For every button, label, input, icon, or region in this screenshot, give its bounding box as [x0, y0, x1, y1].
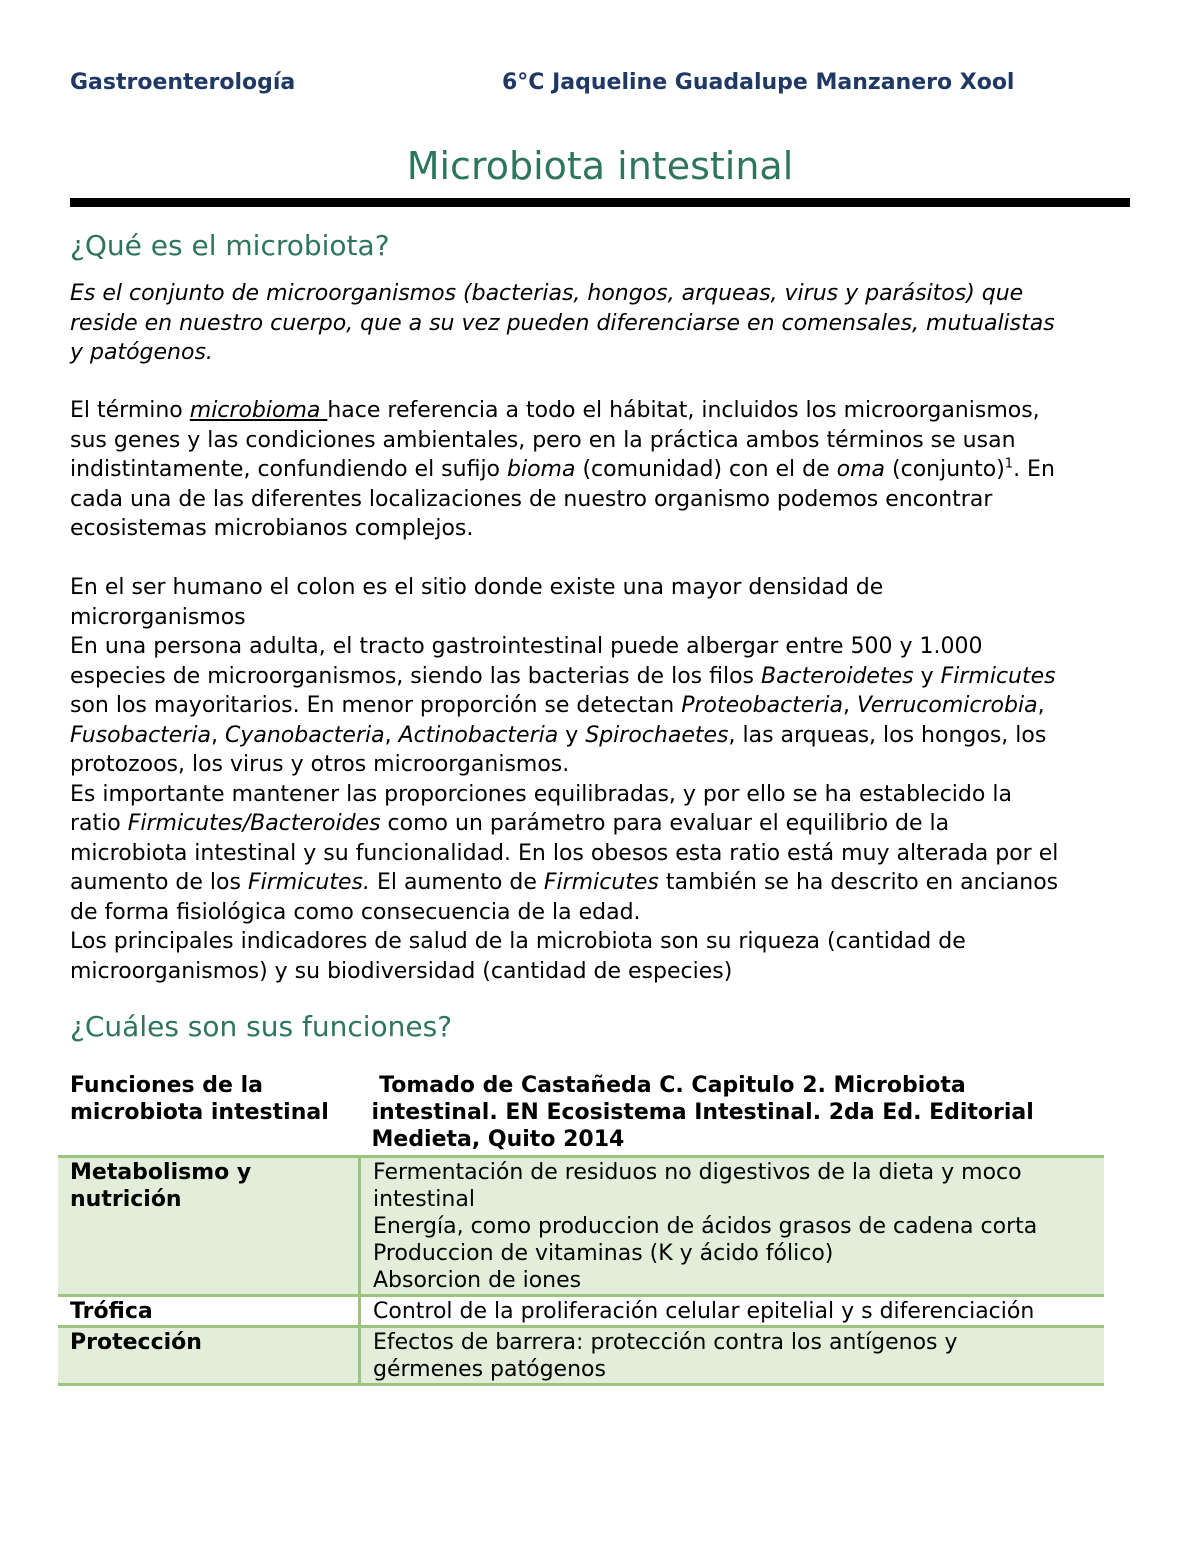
microbioma-paragraph [70, 396, 1132, 544]
header-line: microbiota intestinal [70, 1100, 329, 1125]
text-run: especies de microorganismos, siendo las bacterias de los filos [70, 663, 761, 689]
text-line: microbiota intestinal y su funcionalidad. En los obesos esta ratio está muy alterada por el [70, 840, 1059, 866]
table-row [58, 1327, 1104, 1385]
text-line [70, 868, 1132, 898]
text-run: (conjunto) [885, 457, 1005, 482]
italic-term: Bacteroidetes [761, 663, 914, 689]
description-line: Absorcion de iones [373, 1268, 582, 1293]
header-line: intestinal. EN Ecosistema Intestinal. 2da Ed. Editorial [371, 1100, 1034, 1125]
text-run: ratio [70, 811, 128, 836]
function-label [58, 1327, 360, 1385]
text-run: , [842, 693, 857, 718]
function-label [58, 1157, 360, 1296]
function-label [58, 1296, 360, 1327]
function-description [360, 1157, 1105, 1296]
text-run: también se ha descrito en ancianos [658, 870, 1059, 895]
table-header-right [360, 1071, 1105, 1157]
italic-term: Firmicutes [543, 870, 659, 895]
text-run: hace referencia a todo el hábitat, incluidos los microorganismos, [327, 398, 1040, 423]
header-line: Tomado de Castañeda C. Capitulo 2. Microbiota [371, 1073, 966, 1098]
text-line [70, 809, 1132, 839]
text-line: Es importante mantener las proporciones equilibradas, y por ello se ha establecido la [70, 781, 1012, 807]
description-line: Produccion de vitaminas (K y ácido fólico) [373, 1241, 834, 1266]
text-line: protozoos, los virus y otros microorganismos. [70, 752, 570, 777]
description-line: Control de la proliferación celular epitelial y s diferenciación [373, 1299, 1035, 1324]
text-run: , [210, 722, 225, 748]
function-description [360, 1327, 1105, 1385]
label-line: Trófica [70, 1299, 153, 1324]
text-line: En el ser humano el colon es el sitio donde existe una mayor densidad de [70, 575, 884, 600]
header-line: Funciones de la [70, 1073, 264, 1098]
label-line: Protección [70, 1330, 202, 1355]
function-description [360, 1296, 1105, 1327]
text-run: , [384, 722, 399, 748]
label-line: nutrición [70, 1187, 182, 1212]
text-run: . En [1013, 457, 1055, 482]
italic-term: Firmicutes/Bacteroides [127, 811, 381, 836]
description-line: Fermentación de residuos no digestivos de la dieta y moco [373, 1160, 1022, 1185]
text-line: En una persona adulta, el tracto gastrointestinal puede albergar entre 500 y 1.000 [70, 634, 983, 659]
text-line: de forma fisiológica como consecuencia de la edad. [70, 899, 641, 925]
italic-term: Verrucomicrobia [856, 693, 1038, 718]
underlined-term: microbioma [189, 398, 328, 423]
italic-term: oma [836, 457, 886, 482]
table-header-row [58, 1071, 1104, 1157]
italic-term: Spirochaetes [585, 722, 729, 748]
text-run: , las arqueas, los hongos, los [728, 722, 1047, 748]
text-line: cada una de las diferentes localizaciones de nuestro organismo podemos encontrar [70, 486, 993, 512]
text-run: como un parámetro para evaluar el equilibrio de la [380, 811, 950, 836]
definition-line: Es el conjunto de microorganismos (bacterias, hongos, arqueas, virus y parásitos) que [70, 281, 1024, 306]
description-line: Efectos de barrera: protección contra los antígenos y [373, 1330, 958, 1355]
text-line: microrganismos [70, 604, 246, 630]
text-run: indistintamente, confundiendo el sufijo [70, 457, 508, 482]
text-line [70, 455, 1132, 485]
italic-term: Firmicutes. [247, 870, 370, 895]
document-title: Microbiota intestinal [406, 144, 794, 188]
description-line: Energía, como produccion de ácidos grasos de cadena corta [373, 1214, 1038, 1239]
text-line [70, 691, 1132, 721]
text-line [70, 396, 1132, 426]
definition-line: reside en nuestro cuerpo, que a su vez pueden diferenciarse en comensales, mutualistas [70, 310, 1055, 336]
table-header-left [58, 1071, 360, 1157]
text-line [70, 662, 1132, 692]
italic-term: Fusobacteria [70, 722, 211, 748]
definition-line: y patógenos. [70, 340, 213, 365]
text-line: microorganismos) y su biodiversidad (cantidad de especies) [70, 958, 733, 984]
text-line: ecosistemas microbianos complejos. [70, 516, 474, 541]
italic-term: Firmicutes [940, 663, 1056, 689]
italic-term: Cyanobacteria [224, 722, 385, 748]
italic-term: Actinobacteria [398, 722, 559, 748]
text-run: aumento de los [70, 870, 248, 895]
definition-paragraph [70, 279, 1132, 368]
text-run: El término [70, 398, 190, 423]
header-line: Medieta, Quito 2014 [371, 1127, 625, 1152]
header-subject: Gastroenterología [70, 70, 296, 95]
description-line: gérmenes patógenos [373, 1357, 606, 1382]
italic-term: Proteobacteria [681, 693, 843, 718]
description-line: intestinal [373, 1187, 475, 1212]
text-run: (comunidad) con el de [575, 457, 837, 482]
text-line: sus genes y las condiciones ambientales, pero en la práctica ambos términos se usan [70, 427, 1016, 453]
text-run: y [913, 663, 941, 689]
header-author: 6°C Jaqueline Guadalupe Manzanero Xool [502, 70, 1015, 95]
text-run: son los mayoritarios. En menor proporción se detectan [70, 693, 682, 718]
table-row [58, 1296, 1104, 1327]
text-line [70, 721, 1132, 751]
text-run: El aumento de [369, 870, 544, 895]
text-run: , [1037, 693, 1045, 718]
italic-term: bioma [507, 457, 576, 482]
text-line: Los principales indicadores de salud de la microbiota son su riqueza (cantidad de [70, 929, 966, 954]
text-run: y [558, 722, 586, 748]
functions-table [58, 1071, 1104, 1386]
title-rule [70, 198, 1130, 207]
section1-heading: ¿Qué es el microbiota? [70, 229, 390, 262]
label-line: Metabolismo y [70, 1160, 252, 1185]
footnote-ref: 1 [1004, 456, 1014, 472]
table-row [58, 1157, 1104, 1296]
colon-paragraph [70, 573, 1132, 986]
section2-heading: ¿Cuáles son sus funciones? [70, 1010, 453, 1043]
